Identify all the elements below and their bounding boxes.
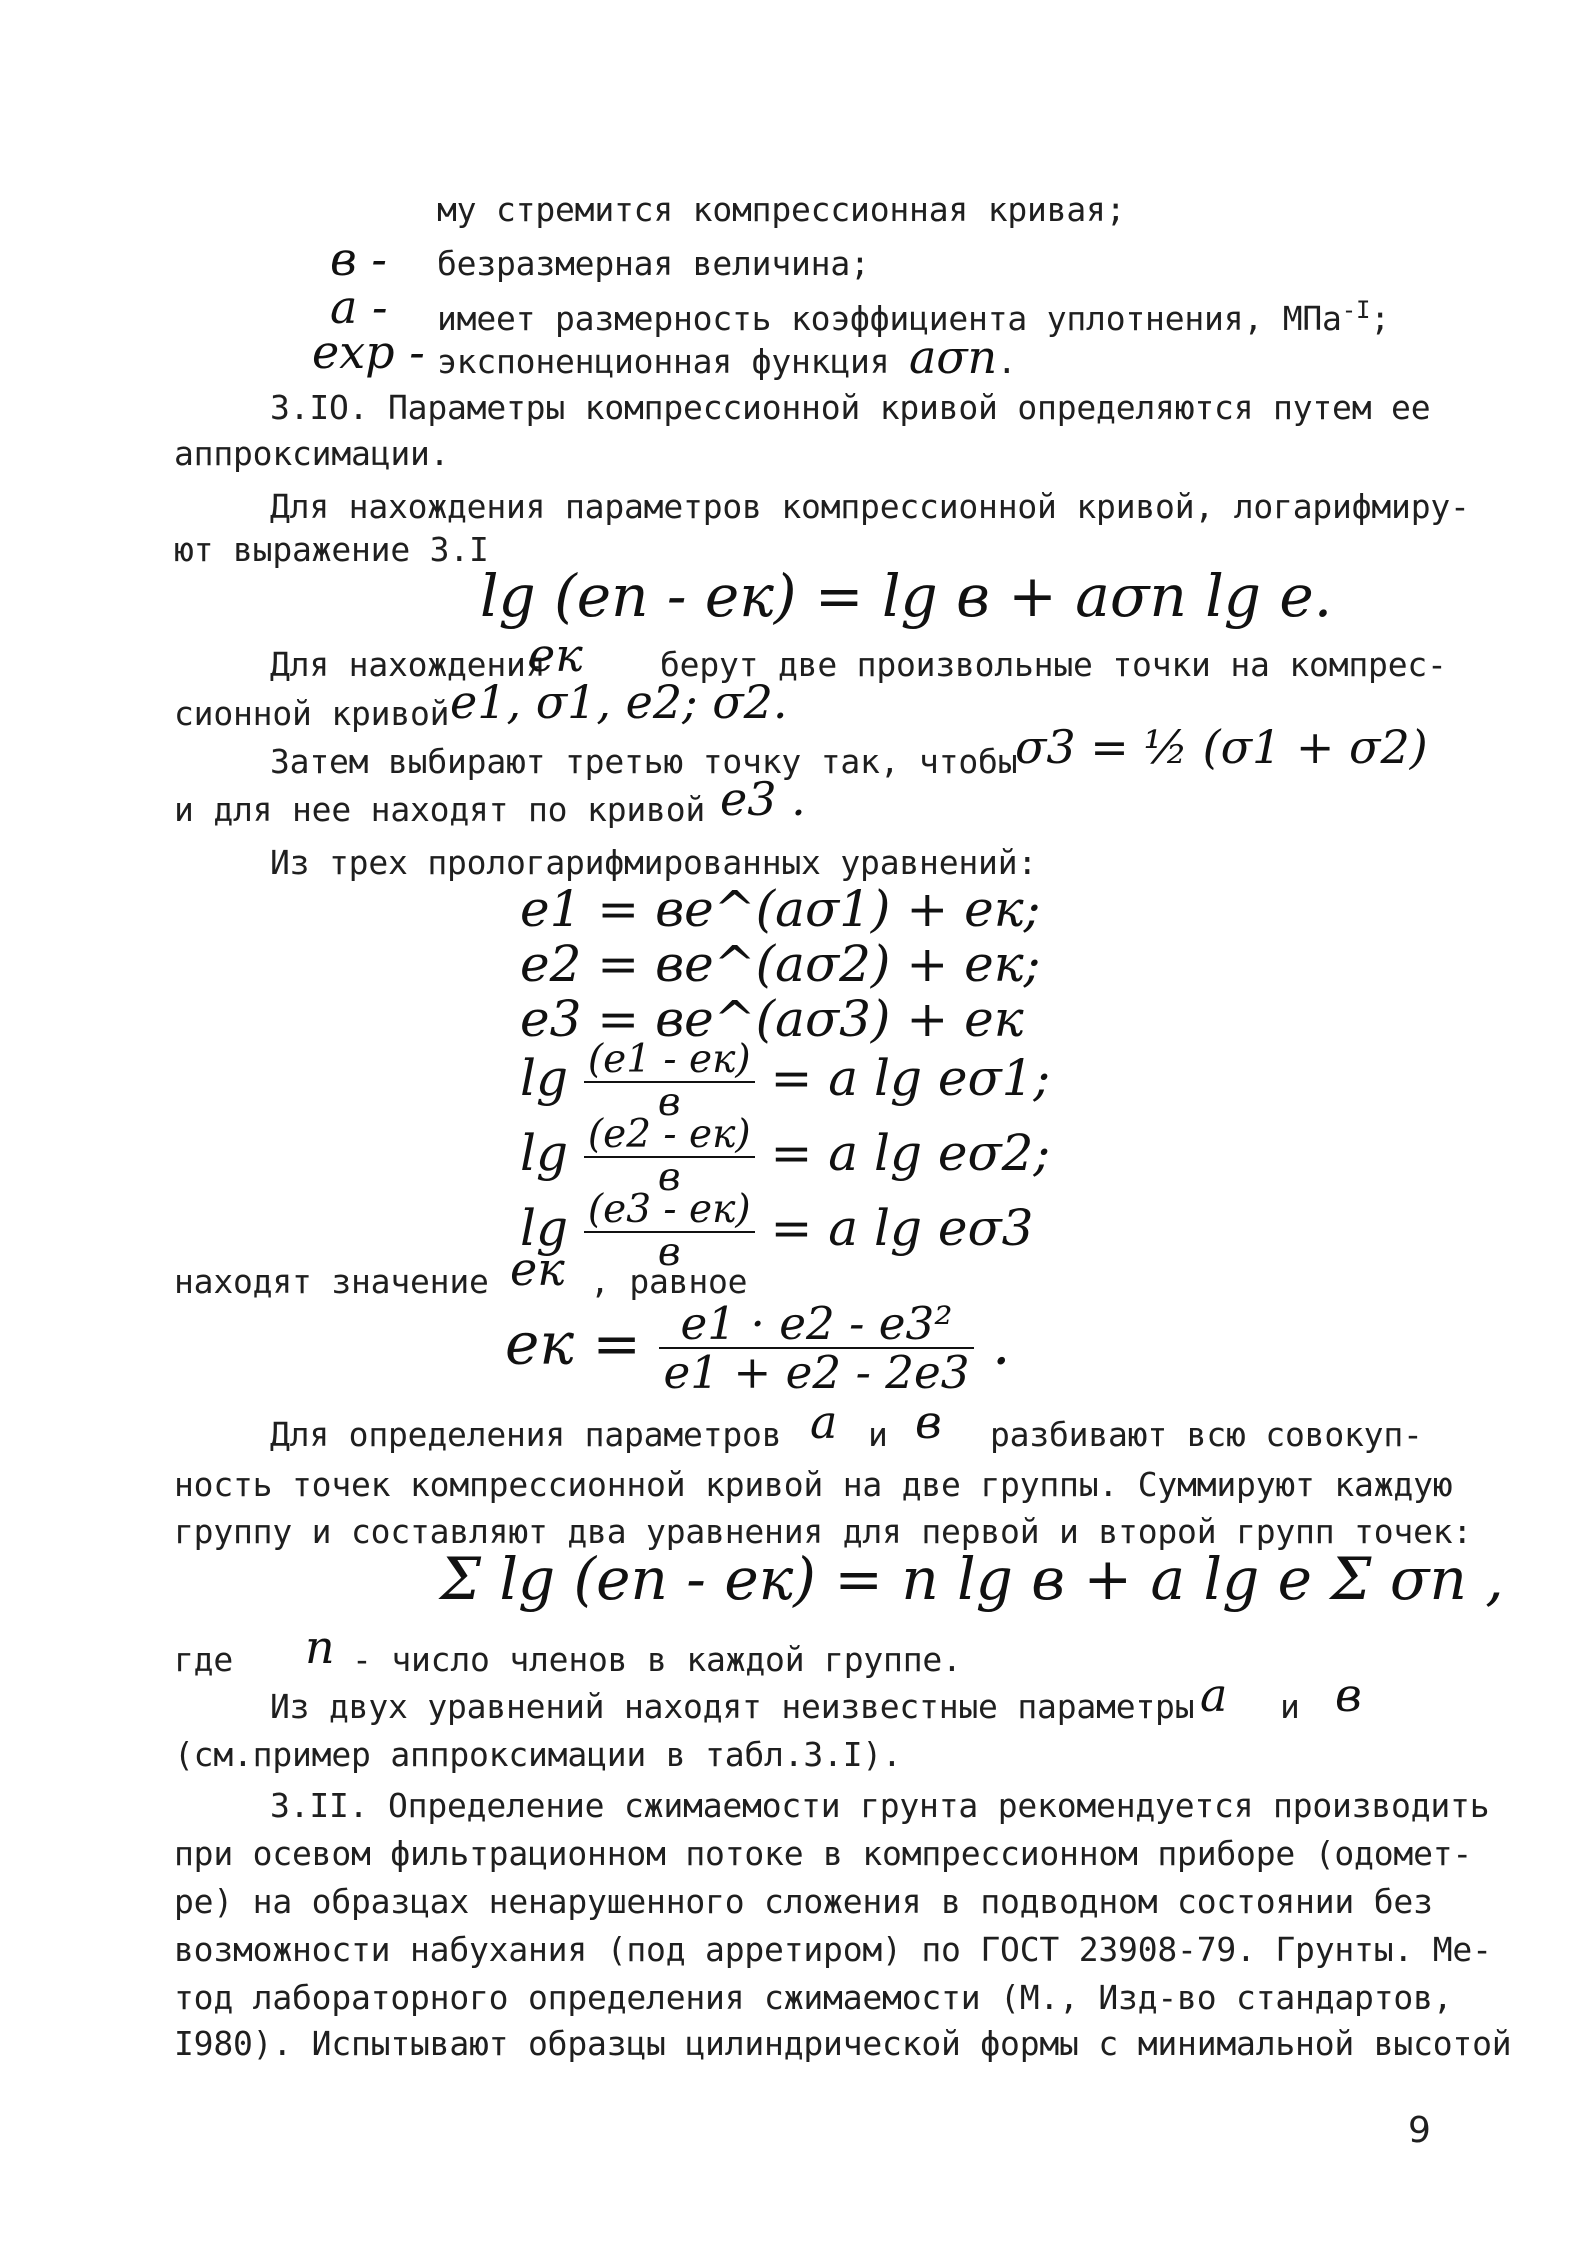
definition-b-text: безразмерная величина; <box>437 244 870 283</box>
definition-a-text: имеет размерность коэффициента уплотнения, МПа$^{-I}$; <box>437 296 1390 338</box>
paragraph-3-11-line-4: возможности набухания (под арретиром) по ГОСТ 23908-79. Грунты. Ме- <box>174 1930 1492 1969</box>
symbol-ek: eк <box>528 628 583 682</box>
paragraph-find-line-2: ют выражение 3.I <box>174 530 489 569</box>
definition-exp-text: экспоненционная функция aσn. <box>437 330 1017 384</box>
word-and-two: и <box>1280 1687 1300 1726</box>
symbol-e3: e3 . <box>720 772 806 826</box>
formula-log-3: lg $\frac{(e3 - eк)}{в}$ = a lg eσ3 <box>520 1187 1034 1275</box>
paragraph-3-11-line-2: при осевом фильтрационном потоке в компрессионном приборе (одомет- <box>174 1834 1473 1873</box>
paragraph-third-line-1: Затем выбирают третью точку так, чтобы <box>270 742 1018 781</box>
paragraph-value-line-1: находят значение <box>174 1262 489 1301</box>
paragraph-params-line-2: ность точек компрессионной кривой на две группы. Суммируют каждую <box>174 1465 1453 1504</box>
formula-log-1: lg $\frac{(e1 - eк)}{в}$ = a lg eσ1; <box>520 1037 1051 1125</box>
paragraph-3-11-line-3: ре) на образцах ненарушенного сложения в подводном состоянии без <box>174 1882 1433 1921</box>
formula-eq-3: e3 = вe^(aσ3) + eк <box>520 990 1024 1048</box>
paragraph-where-text: - число членов в каждой группе. <box>352 1640 962 1679</box>
formula-sum: Σ lg (en - eк) = n lg в + a lg e Σ σn , <box>440 1545 1504 1613</box>
formula-eq-1: e1 = вe^(aσ1) + eк; <box>520 880 1041 938</box>
paragraph-ek-line-2: сионной кривой <box>174 694 450 733</box>
paragraph-3-10-line-1: 3.IO. Параметры компрессионной кривой определяются путем ее <box>270 388 1431 427</box>
paragraph-3-11-line-5: тод лабораторного определения сжимаемости (М., Изд-во стандартов, <box>174 1978 1453 2017</box>
paragraph-third-line-2: и для нее находят по кривой <box>174 790 706 829</box>
symbol-ek-value: eк <box>510 1242 565 1296</box>
formula-sigma-3: σ3 = ½ (σ1 + σ2) <box>1015 720 1428 774</box>
paragraph-params-line-1-end: разбивают всю совокуп- <box>990 1415 1423 1454</box>
paragraph-3-11-line-6: I980). Испытывают образцы цилиндрической формы с минимальной высотой <box>174 2024 1512 2063</box>
symbol-b-two: в <box>1335 1668 1362 1722</box>
symbol-b-params: в <box>915 1395 942 1449</box>
page-number: 9 <box>1408 2110 1431 2151</box>
paragraph-params-line-3: группу и составляют два уравнения для первой и второй групп точек: <box>174 1512 1473 1551</box>
paragraph-three-equations: Из трех прологарифмированных уравнений: <box>270 843 1038 882</box>
paragraph-two-line-2: (см.пример аппроксимации в табл.3.I). <box>174 1735 902 1774</box>
formula-eq-2: e2 = вe^(aσ2) + eк; <box>520 935 1041 993</box>
paragraph-find-line-1: Для нахождения параметров компрессионной кривой, логарифмиру- <box>270 487 1470 526</box>
paragraph-value-line-1-end: , равное <box>590 1262 748 1301</box>
paragraph-ek-line-1: Для нахождения <box>270 645 546 684</box>
exp-argument: aσn <box>909 330 997 384</box>
formula-log-expression: lg (en - eк) = lg в + aσn lg e. <box>480 562 1333 630</box>
text-line-continuation: му стремится компрессионная кривая; <box>437 190 1126 229</box>
symbol-a-definition: а - <box>330 280 388 334</box>
paragraph-params-line-1: Для определения параметров <box>270 1415 782 1454</box>
paragraph-two-line-1: Из двух уравнений находят неизвестные параметры <box>270 1687 1195 1726</box>
formula-points: e1, σ1, e2; σ2. <box>450 675 788 729</box>
paragraph-3-11-line-1: 3.II. Определение сжимаемости грунта рекомендуется производить <box>270 1786 1490 1825</box>
paragraph-3-10-line-2: аппроксимации. <box>174 434 450 473</box>
symbol-a-two: a <box>1200 1668 1228 1722</box>
symbol-exp-definition: exp - <box>312 325 425 379</box>
formula-log-2: lg $\frac{(e2 - eк)}{в}$ = a lg eσ2; <box>520 1112 1051 1200</box>
formula-ek: eк = $\frac{\text{e1 · e2 - e3²}}{e1 + e2 - 2e3}$ . <box>505 1297 1011 1400</box>
symbol-a-params: a <box>810 1395 838 1449</box>
paragraph-ek-line-1-end: берут две произвольные точки на компрес- <box>660 645 1447 684</box>
unit-exponent: -I <box>1341 296 1371 324</box>
symbol-n: n <box>305 1620 335 1674</box>
word-and: и <box>868 1415 888 1454</box>
symbol-b-definition: в - <box>330 232 387 286</box>
paragraph-where-label: где <box>174 1640 234 1679</box>
